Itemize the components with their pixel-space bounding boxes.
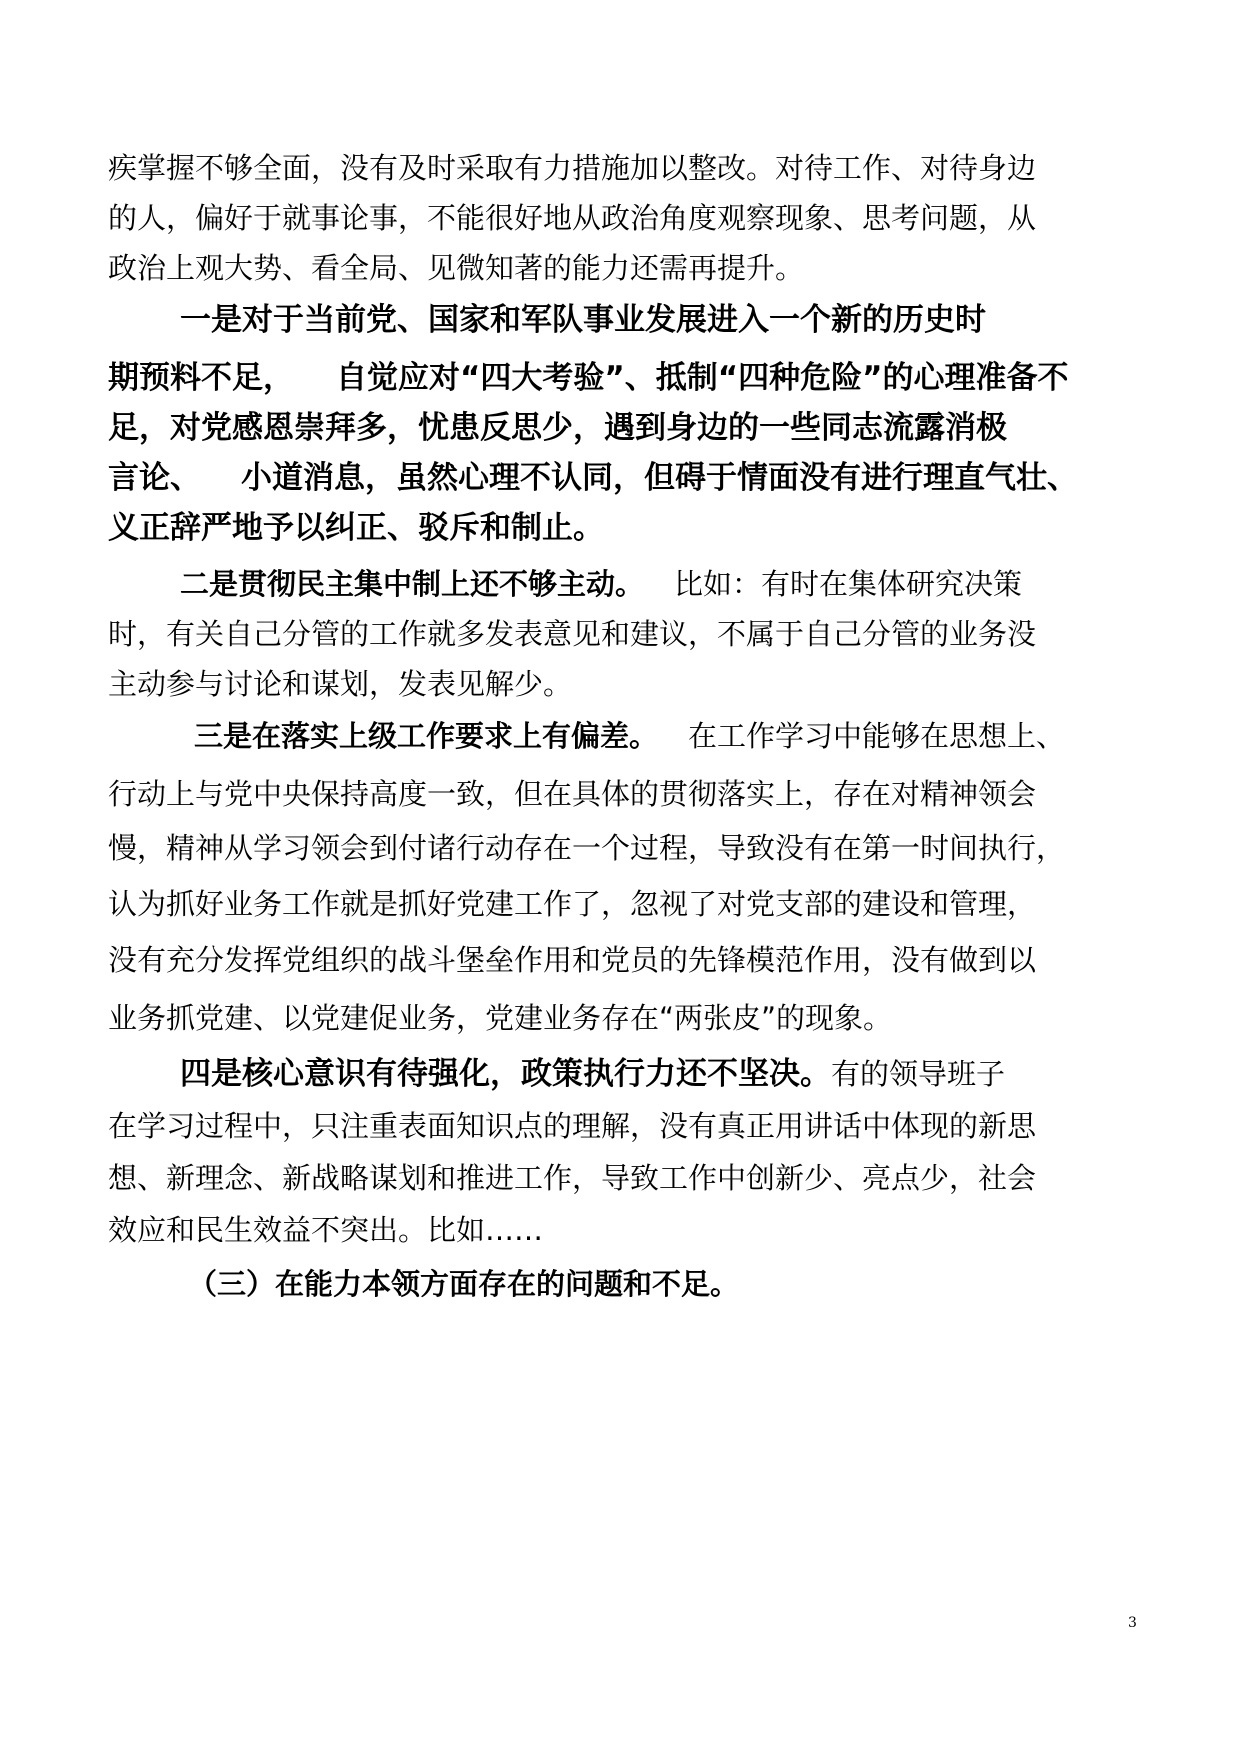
paragraph-line xyxy=(180,1054,1005,1094)
section-heading: （三）在能力本领方面存在的问题和不足。 xyxy=(188,1267,740,1301)
paragraph-line: 疾掌握不够全面，没有及时采取有力措施加以整改。对待工作、对待身边 xyxy=(108,151,1037,185)
paragraph-lead-bold: 二是贯彻民主集中制上还不够主动。 xyxy=(180,567,645,601)
bold-paragraph-line xyxy=(108,458,1078,498)
bold-text-segment: 自觉应对“四大考验”、抵制“四种危险”的心理准备不 xyxy=(336,360,1069,396)
bold-paragraph-line: 足，对党感恩崇拜多，忧患反思少，遇到身边的一些同志流露消极 xyxy=(108,410,1007,446)
paragraph-lead-normal: 有的领导班子 xyxy=(831,1057,1006,1091)
paragraph-line: 行动上与党中央保持高度一致，但在具体的贯彻落实上，存在对精神领会 xyxy=(108,777,1037,811)
paragraph-line: 没有充分发挥党组织的战斗堡垒作用和党员的先锋模范作用，没有做到以 xyxy=(108,943,1037,977)
paragraph-lead-bold: 四是核心意识有待强化，政策执行力还不坚决。 xyxy=(180,1056,831,1092)
paragraph-line: 想、新理念、新战略谋划和推进工作，导致工作中创新少、亮点少，社会 xyxy=(108,1161,1037,1195)
paragraph-line xyxy=(194,716,1065,756)
bold-text-segment: 期预料不足， xyxy=(108,360,294,396)
paragraph-line: 效应和民生效益不突出。比如…… xyxy=(108,1213,544,1247)
paragraph-line: 政治上观大势、看全局、见微知著的能力还需再提升。 xyxy=(108,251,805,285)
page-number: 3 xyxy=(1128,1615,1137,1631)
bold-paragraph-line xyxy=(108,358,1069,398)
paragraph-line: 时，有关自己分管的工作就多发表意见和建议，不属于自己分管的业务没 xyxy=(108,617,1037,651)
paragraph-line: 在学习过程中，只注重表面知识点的理解，没有真正用讲话中体现的新思 xyxy=(108,1109,1037,1143)
paragraph-line: 的人，偏好于就事论事，不能很好地从政治角度观察现象、思考问题，从 xyxy=(108,201,1037,235)
paragraph-line xyxy=(180,564,1022,604)
bold-paragraph-line: 一是对于当前党、国家和军队事业发展进入一个新的历史时 xyxy=(180,302,986,338)
bold-text-segment: 小道消息，虽然心理不认同，但碍于情面没有进行理直气壮、 xyxy=(241,460,1078,496)
paragraph-lead-normal: 在工作学习中能够在思想上、 xyxy=(688,719,1066,753)
paragraph-lead-bold: 三是在落实上级工作要求上有偏差。 xyxy=(194,719,659,753)
paragraph-line: 业务抓党建、以党建促业务，党建业务存在“两张皮”的现象。 xyxy=(108,1001,893,1035)
paragraph-lead-normal: 比如：有时在集体研究决策 xyxy=(674,567,1023,601)
bold-text-segment: 言论、 xyxy=(108,460,201,496)
paragraph-line: 慢，精神从学习领会到付诸行动存在一个过程，导致没有在第一时间执行， xyxy=(108,831,1066,865)
paragraph-line: 主动参与讨论和谋划，发表见解少。 xyxy=(108,667,573,701)
paragraph-line: 认为抓好业务工作就是抓好党建工作了，忽视了对党支部的建设和管理， xyxy=(108,887,1037,921)
bold-paragraph-line: 义正辞严地予以纠正、驳斥和制止。 xyxy=(108,510,604,546)
